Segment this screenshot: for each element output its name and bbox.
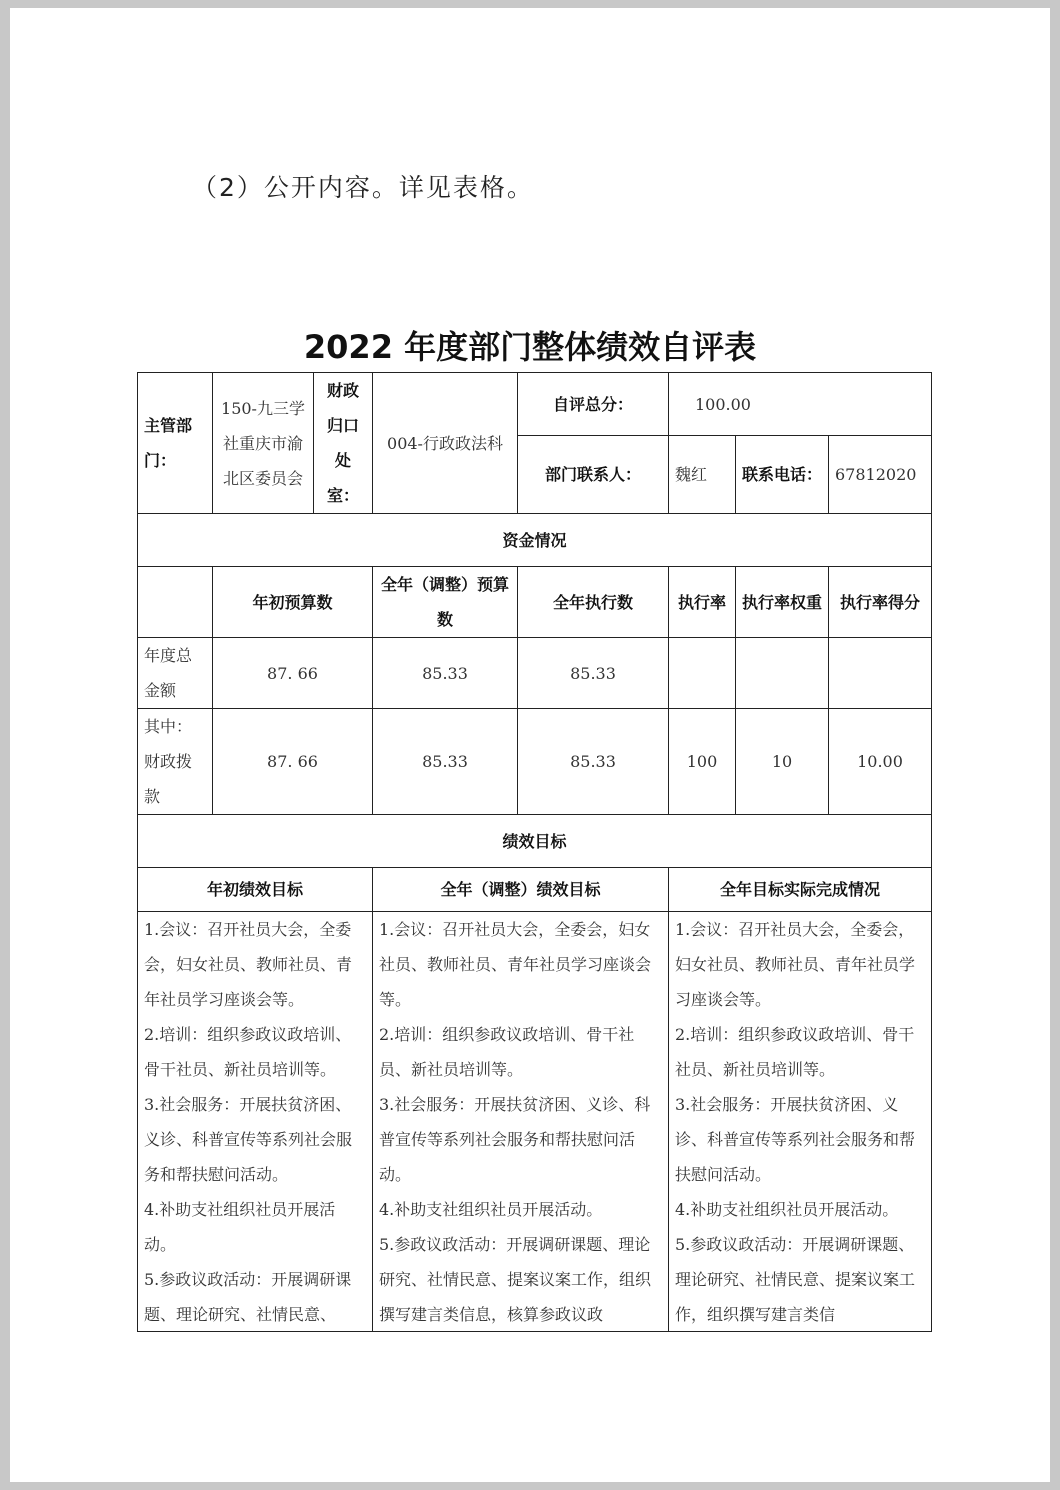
dept-label: 主管部门：	[138, 373, 213, 514]
funds-header: 全年执行数	[518, 567, 669, 638]
contact-value: 魏红	[669, 436, 736, 514]
dept-value: 150-九三学社重庆市渝北区委员会	[213, 373, 314, 514]
goals-header: 全年目标实际完成情况	[669, 868, 932, 912]
goals-header: 全年（调整）绩效目标	[373, 868, 669, 912]
cell-value: 10.00	[829, 709, 932, 815]
contact-label: 部门联系人：	[518, 436, 669, 514]
funds-section-title: 资金情况	[138, 514, 932, 567]
funds-header: 全年（调整）预算数	[373, 567, 518, 638]
table-row	[138, 709, 932, 815]
table-title: 2022 年度部门整体绩效自评表	[303, 328, 757, 366]
office-value: 004-行政政法科	[373, 373, 518, 514]
row-label: 年度总金额	[138, 638, 213, 709]
goal-item: 1.会议：召开社员大会，全委会，妇女社员、教师社员、青年社员学习座谈会等。	[675, 920, 916, 1009]
goal-item: 4.补助支社组织社员开展活动。	[379, 1200, 603, 1219]
cell-value: 10	[736, 709, 829, 815]
goal-item: 4.补助支社组织社员开展活动。	[144, 1200, 336, 1254]
goals-col-adjusted	[373, 912, 669, 1332]
phone-label: 联系电话：	[736, 436, 829, 514]
goal-item: 2.培训：组织参政议政培训、骨干社员、新社员培训等。	[144, 1025, 352, 1079]
cell-value	[736, 638, 829, 709]
goal-item: 1.会议：召开社员大会，全委会，妇女社员、教师社员、青年社员学习座谈会等。	[379, 920, 652, 1009]
cell-value: 85.33	[518, 709, 669, 815]
cell-value: 100	[669, 709, 736, 815]
funds-header: 执行率权重	[736, 567, 829, 638]
goal-item: 5.参政议政活动：开展调研课题、理论研究、社情民意、	[144, 1270, 352, 1324]
goal-item: 3.社会服务：开展扶贫济困、义诊、科普宣传等系列社会服务和帮扶慰问活动。	[144, 1095, 353, 1184]
goals-col-initial	[138, 912, 373, 1332]
table-row	[138, 638, 932, 709]
cell-value: 85.33	[373, 709, 518, 815]
cell-value: 85.33	[373, 638, 518, 709]
cell-value: 85.33	[518, 638, 669, 709]
goal-item: 4.补助支社组织社员开展活动。	[675, 1200, 899, 1219]
office-label: 财政归口处室：	[314, 373, 373, 514]
score-label: 自评总分：	[518, 373, 669, 436]
goal-item: 3.社会服务：开展扶贫济困、义诊、科普宣传等系列社会服务和帮扶慰问活动。	[379, 1095, 651, 1184]
cell-value: 87. 66	[213, 638, 373, 709]
goal-item: 3.社会服务：开展扶贫济困、义诊、科普宣传等系列社会服务和帮扶慰问活动。	[675, 1095, 916, 1184]
goal-item: 2.培训：组织参政议政培训、骨干社员、新社员培训等。	[675, 1025, 915, 1079]
goal-item: 1.会议：召开社员大会，全委会，妇女社员、教师社员、青年社员学习座谈会等。	[144, 920, 353, 1009]
goal-item: 2.培训：组织参政议政培训、骨干社员、新社员培训等。	[379, 1025, 635, 1079]
performance-table	[137, 372, 932, 1332]
funds-header: 执行率得分	[829, 567, 932, 638]
score-value: 100.00	[669, 373, 932, 436]
funds-header-empty	[138, 567, 213, 638]
goals-section-title: 绩效目标	[138, 815, 932, 868]
goals-col-actual	[669, 912, 932, 1332]
goals-header: 年初绩效目标	[138, 868, 373, 912]
cell-value: 87. 66	[213, 709, 373, 815]
cell-value	[829, 638, 932, 709]
row-label: 其中：财政拨款	[138, 709, 213, 815]
goal-item: 5.参政议政活动：开展调研课题、理论研究、社情民意、提案议案工作，组织撰写建言类信	[675, 1235, 916, 1324]
funds-header: 执行率	[669, 567, 736, 638]
goal-item: 5.参政议政活动：开展调研课题、理论研究、社情民意、提案议案工作，组织撰写建言类信息，核算参政议政	[379, 1235, 652, 1324]
intro-text: （2）公开内容。详见表格。	[192, 173, 534, 202]
funds-header: 年初预算数	[213, 567, 373, 638]
cell-value	[669, 638, 736, 709]
phone-value: 67812020	[829, 436, 932, 514]
